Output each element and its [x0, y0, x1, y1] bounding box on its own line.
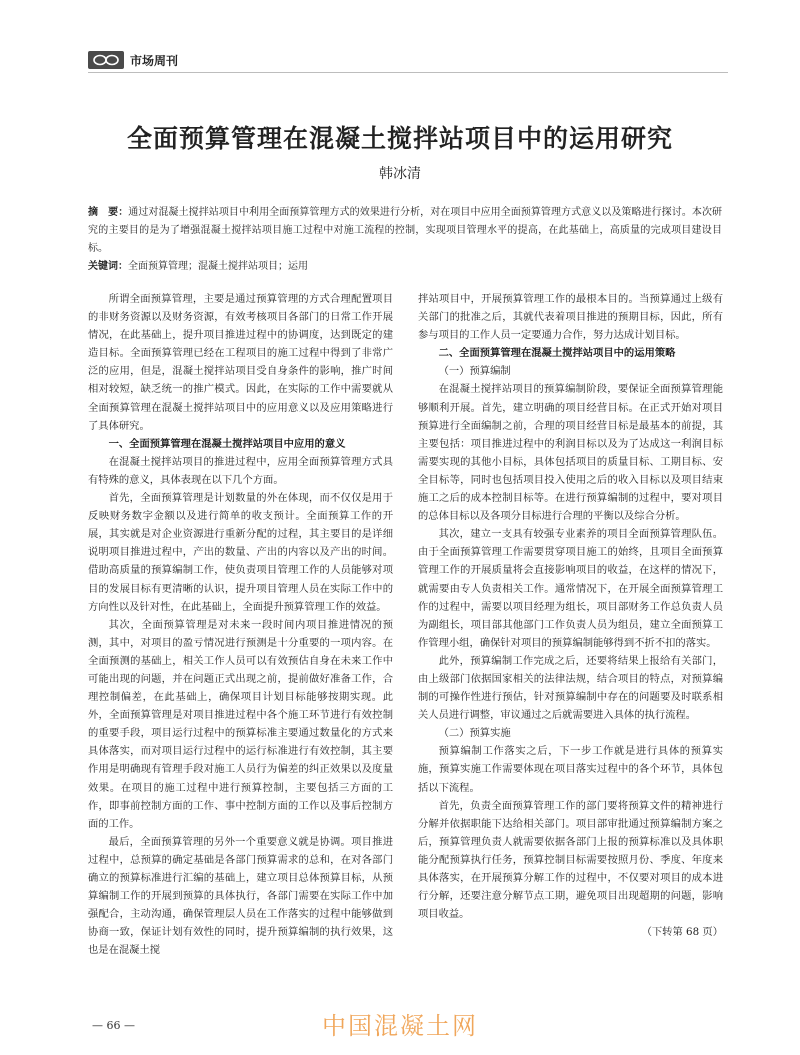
continuation-note: （下转第 68 页） [641, 926, 723, 939]
journal-logo-icon [88, 51, 124, 69]
paragraph: 最后，全面预算管理的另外一个重要意义就是协调。项目推进过程中，总预算的确定基础是各部门预算需求的总和，在对各部门确立的预算标准进行汇编的基础上，建立项目总体预算目标，从预算编制工作的开展到预算的具体执行，各部门需要在实际工作中加强配合，主动沟通，确保管理层人员在工作落实的过程中能够做到协商一致，保证计划有效性的同时，提升预算编制的执行效果，这也是在混凝土搅 [88, 835, 393, 957]
paragraph: 其次，全面预算管理是对未来一段时间内项目推进情况的预测，其中，对项目的盈亏情况进行预测是十分重要的一项内容。在全面预测的基础上，相关工作人员可以有效预估自身在未来工作中可能出现的问题，并在问题正式出现之前，提前做好准备工作，合理控制偏差，在此基础上，确保项目计划目标能够按期实现。此外，全面预算管理是对项目推进过程中各个施工环节进行有效控制的重要手段，项目运行过程中的预算标准主要通过数量化的方式来具体落实，而对项目运行过程中的运行标准进行有效控制，其主要作用是明确现有管理手段对施工人员行为偏差的纠正效果以及度量效果。在项目的施工过程中进行预算控制，主要包括三方面的工作，即事前控制方面的工作、事中控制方面的工作以及事后控制方面的工作。 [88, 618, 393, 830]
section-heading-2: 二、全面预算管理在混凝土搅拌站项目中的运用策略 [438, 347, 676, 360]
author-name: 韩冰清 [379, 166, 421, 182]
keywords-label: 关键词： [88, 261, 128, 272]
body-column-right [418, 290, 723, 941]
journal-header [88, 50, 728, 73]
paragraph: 首先，全面预算管理是计划数量的外在体现，而不仅仅是用于反映财务数字金额以及进行简单的收支预计。全面预算工作的开展，其实就是对企业资源进行重新分配的过程，其主要目的是详细说明项目推进过程中，产出的数量、产出的内容以及产出的时间。借助高质量的预算编制工作，使负责项目管理工作的人员能够对项目的发展目标有更清晰的认识，提升项目管理人员在实际工作中的方向性以及针对性，在此基础上，全面提升预算管理工作的效益。 [88, 492, 393, 613]
paragraph: 所谓全面预算管理，主要是通过预算管理的方式合理配置项目的非财务资源以及财务资源，有效考核项目各部门的日常工作开展情况，在此基础上，提升项目推进过程中的协调度，达到既定的建造目标。全面预算管理已经在工程项目的施工过程中得到了非常广泛的应用，但是，混凝土搅拌站项目受自身条件的影响，推广时间相对较短，缺乏统一的推广模式。因此，在实际的工作中需要就从全面预算管理在混凝土搅拌站项目中的应用意义以及应用策略进行了具体研究。 [88, 293, 393, 432]
body-column-left [88, 290, 393, 959]
abstract-text: 通过对混凝土搅拌站项目中利用全面预算管理方式的效果进行分析，对在项目中应用全面预算管理方式意义以及策略进行探讨。本次研究的主要目的是为了增强混凝土搅拌站项目施工过程中对施工流程的控制，实现项目管理水平的提高，在此基础上，高质量的完成项目建设目标。 [88, 207, 723, 254]
page-number: — 66 — [92, 1019, 135, 1032]
keywords-text: 全面预算管理；混凝土搅拌站项目；运用 [128, 261, 308, 272]
keywords-line [88, 258, 722, 276]
subsection-heading: （二）预算实施 [438, 727, 511, 740]
paragraph: 在混凝土搅拌站项目的预算编制阶段，要保证全面预算管理能够顺利开展。首先，建立明确的项目经营目标。在正式开始对项目预算进行全面编制之前，合理的项目经营目标是最基本的前提，其主要包括：项目推进过程中的利润目标以及为了达成这一利润目标需要实现的其他小目标，具体包括项目的质量目标、工期目标、安全目标等，同时也包括项目投入使用之后的收入目标以及项目结束施工之后的成本控制目标等。在进行预算编制的过程中，要对项目的总体目标以及各项分目标进行合理的平衡以及综合分析。 [418, 383, 723, 523]
abstract-paragraph [88, 204, 722, 258]
paragraph: 此外，预算编制工作完成之后，还要将结果上报给有关部门，由上级部门依据国家相关的法律法规，结合项目的特点，对预算编制的可操作性进行预估，针对预算编制中存在的问题要及时联系相关人员进行调整，审议通过之后就需要进入具体的执行流程。 [418, 654, 723, 722]
site-watermark: 中国混凝土网 [322, 1012, 478, 1040]
section-heading-1: 一、全面预算管理在混凝土搅拌站项目中应用的意义 [108, 437, 346, 450]
paper-title: 全面预算管理在混凝土搅拌站项目中的运用研究 [126, 124, 673, 153]
journal-name: 市场周刊 [130, 54, 179, 68]
abstract-block [88, 204, 722, 276]
subsection-heading: （一）预算编制 [438, 365, 511, 378]
paragraph: 拌站项目中，开展预算管理工作的最根本目的。当预算通过上级有关部门的批准之后，其就代表着项目推进的预期目标，因此，所有参与项目的工作人员一定要通力合作，努力达成计划目标。 [418, 293, 723, 342]
paragraph: 首先，负责全面预算管理工作的部门要将预算文件的精神进行分解并依据职能下达给相关部门。项目部审批通过预算编制方案之后，预算管理负责人就需要依据各部门上报的预算标准以及具体职能分配预算执行任务，预算控制目标需要按照月份、季度、年度来具体落实，在开展预算分解工作的过程中，不仅要对项目的成本进行分解，还要注意分解节点工期，避免项目出现超期的问题，影响项目收益。 [418, 799, 723, 921]
paragraph: 预算编制工作落实之后，下一步工作就是进行具体的预算实施，预算实施工作需要体现在项目落实过程中的各个环节，具体包括以下流程。 [418, 745, 723, 794]
paragraph: 在混凝土搅拌站项目的推进过程中，应用全面预算管理方式具有特殊的意义，具体表现在以下几个方面。 [88, 455, 393, 486]
abstract-label: 摘 要： [88, 207, 129, 218]
paragraph: 其次，建立一支具有较强专业素养的项目全面预算管理队伍。由于全面预算管理工作需要贯穿项目施工的始终，且项目全面预算管理工作的开展质量将会直接影响项目的收益，在这样的情况下，就需要由专人负责相关工作。通常情况下，在开展全面预算管理工作的过程中，需要以项目经理为组长，项目部财务工作总负责人员为副组长，项目部其他部门工作负责人员为组员，建立全面预算工作管理小组，确保针对项目的预算编制能够得到不折不扣的落实。 [418, 528, 723, 649]
